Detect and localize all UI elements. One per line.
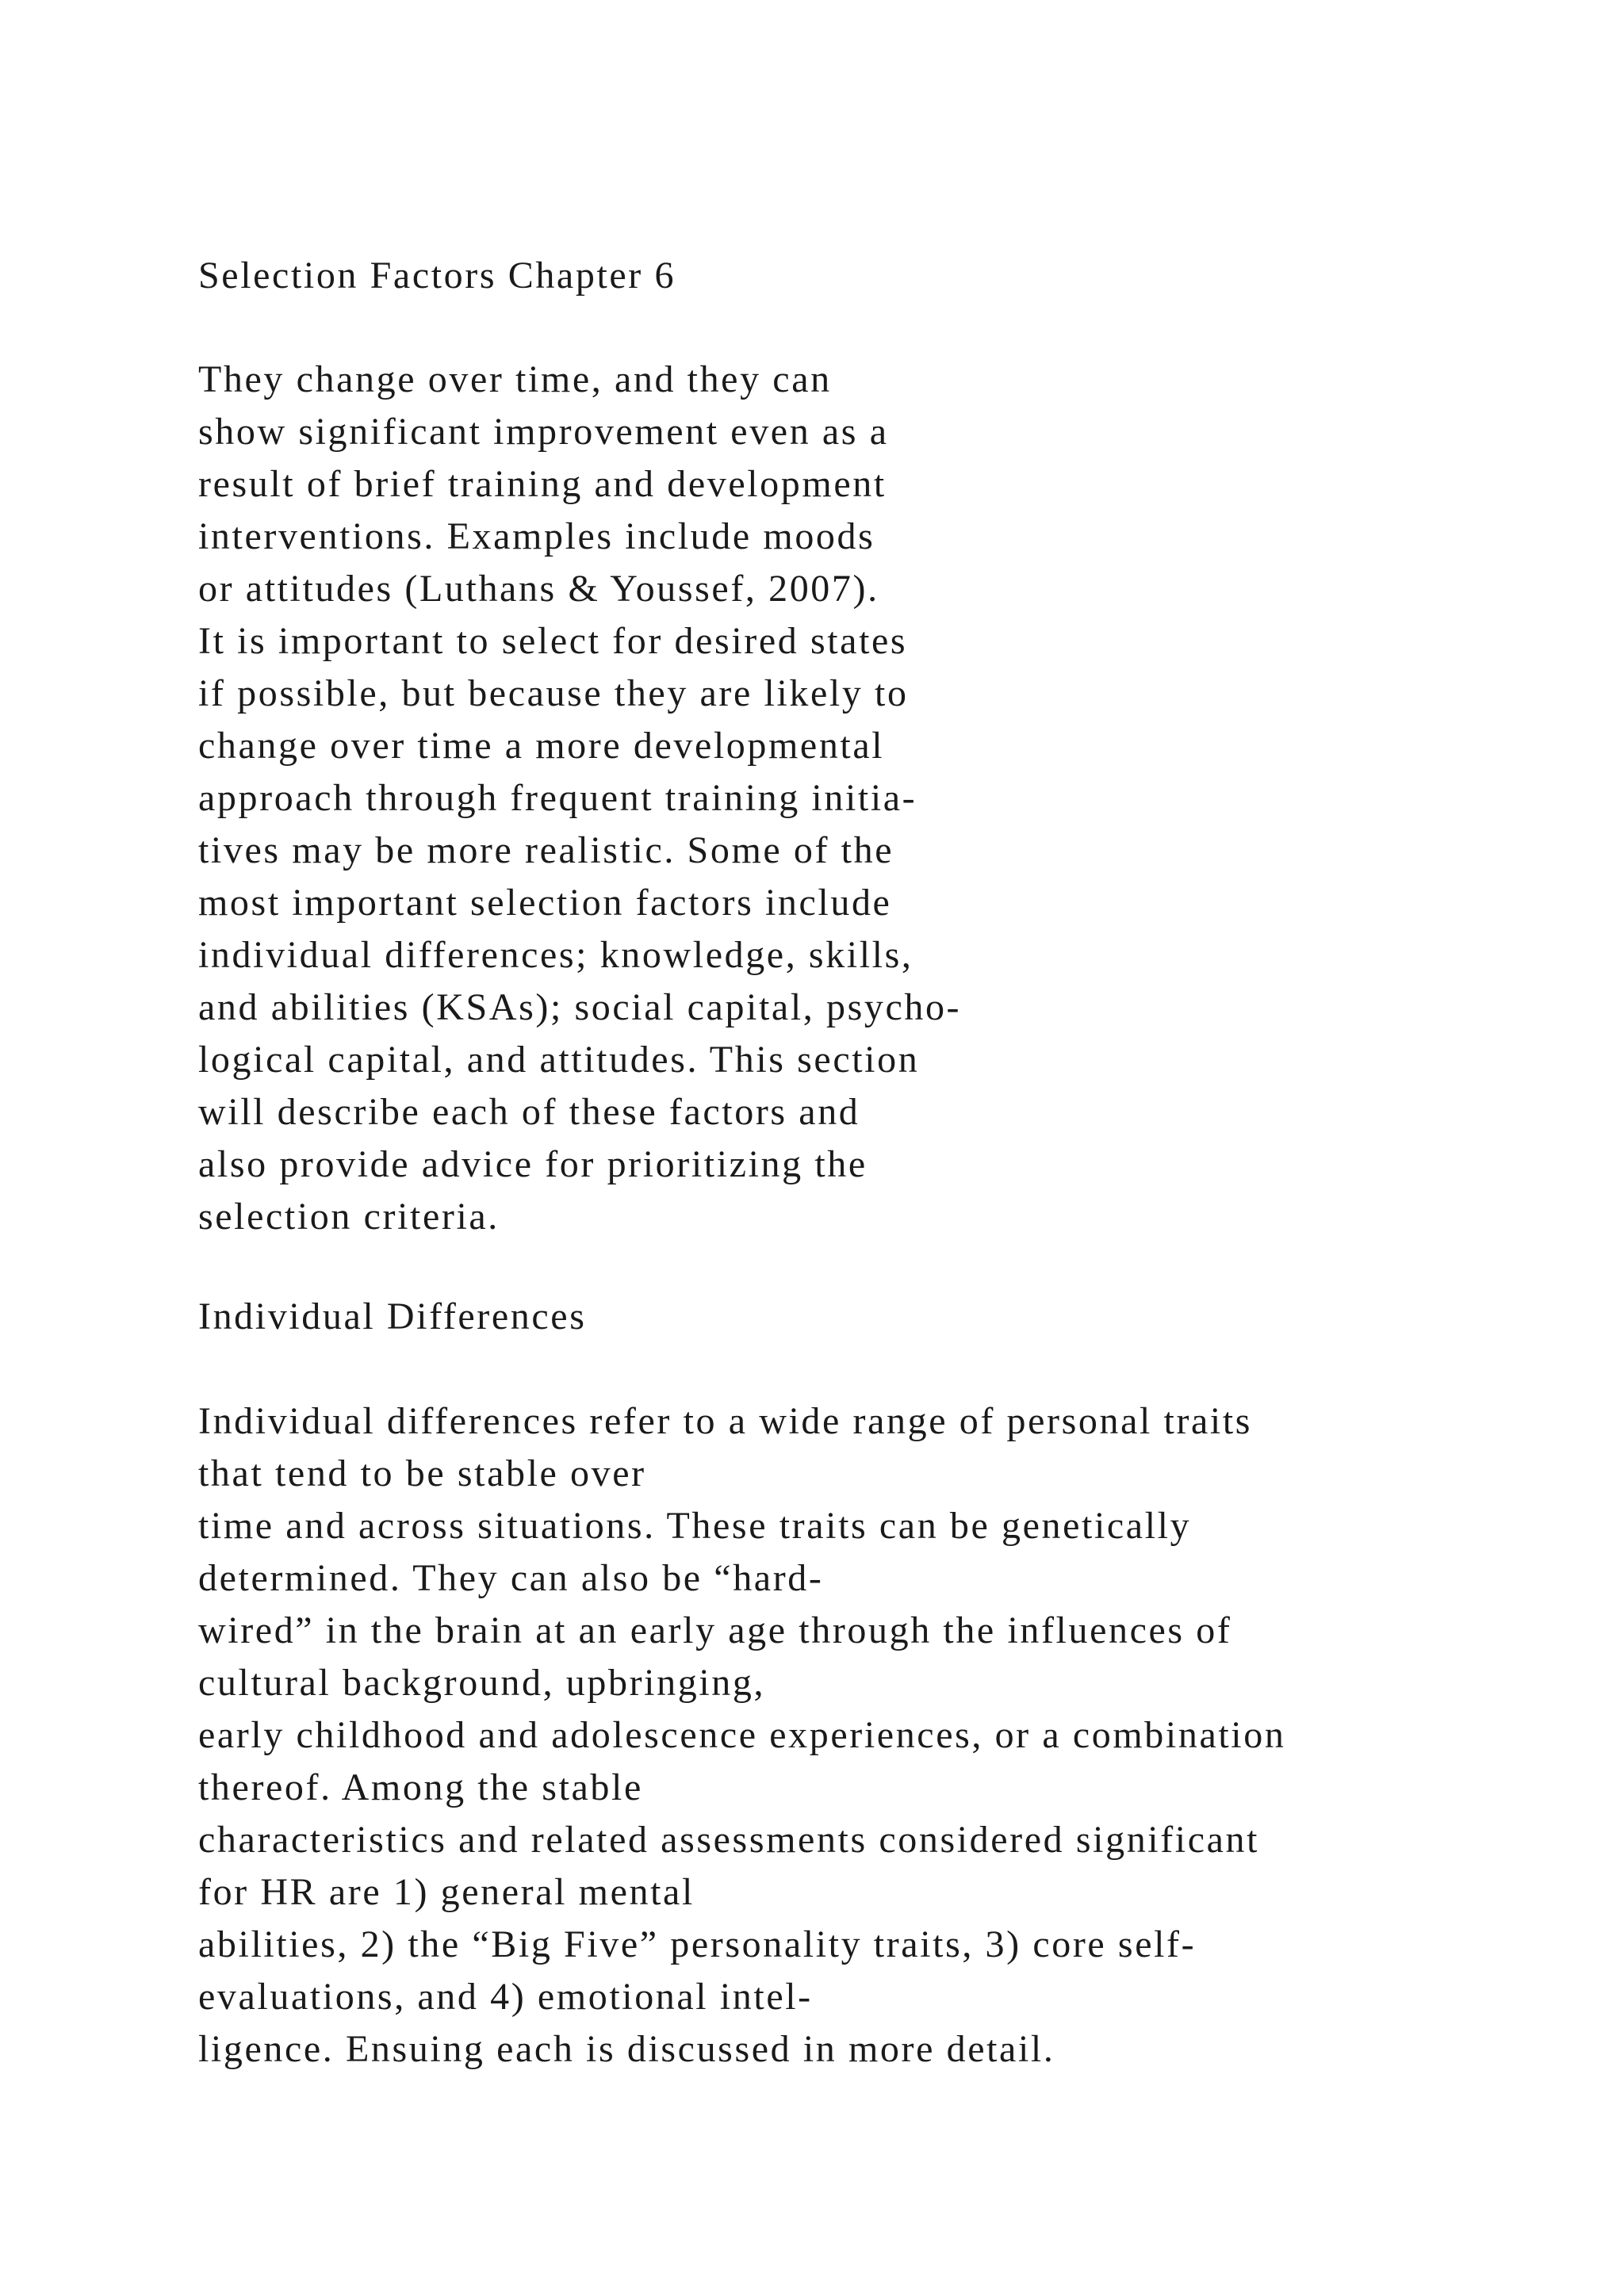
paragraph-line: It is important to select for desired states: [198, 620, 908, 662]
paragraph-line: for HR are 1) general mental: [198, 1871, 695, 1913]
paragraph-line: approach through frequent training initia-: [198, 777, 917, 819]
paragraph-line: and abilities (KSAs); social capital, psycho-: [198, 986, 962, 1028]
section-heading-block: [198, 1291, 1465, 1343]
paragraph-line: abilities, 2) the “Big Five” personality traits, 3) core self-: [198, 1923, 1197, 1965]
section-heading: Individual Differences: [198, 1295, 587, 1337]
paragraph-line: if possible, but because they are likely to: [198, 672, 909, 714]
paragraph-line: thereof. Among the stable: [198, 1766, 643, 1808]
paragraph-line: change over time a more developmental: [198, 725, 885, 767]
paragraph-line: or attitudes (Luthans & Youssef, 2007).: [198, 568, 879, 610]
paragraph-line: cultural background, upbringing,: [198, 1662, 766, 1704]
paragraph-line: will describe each of these factors and: [198, 1091, 860, 1133]
paragraph-line: determined. They can also be “hard-: [198, 1557, 824, 1599]
paragraph-line: They change over time, and they can: [198, 358, 832, 400]
paragraph-line: show significant improvement even as a: [198, 411, 889, 453]
document-title-block: [198, 250, 1465, 302]
paragraph-line: Individual differences refer to a wide range of personal traits: [198, 1400, 1253, 1442]
paragraph-line: that tend to be stable over: [198, 1452, 646, 1494]
paragraph-line: ligence. Ensuing each is discussed in more detail.: [198, 2028, 1055, 2070]
individual-differences-paragraph: [198, 1395, 1465, 2076]
paragraph-line: interventions. Examples include moods: [198, 515, 875, 557]
document-title: Selection Factors Chapter 6: [198, 254, 676, 297]
paragraph-line: characteristics and related assessments considered significant: [198, 1819, 1260, 1861]
paragraph-line: tives may be more realistic. Some of the: [198, 829, 894, 871]
paragraph-line: also provide advice for prioritizing the: [198, 1143, 868, 1185]
paragraph-line: evaluations, and 4) emotional intel-: [198, 1976, 813, 2018]
paragraph-line: most important selection factors include: [198, 882, 892, 924]
paragraph-line: time and across situations. These traits can be genetically: [198, 1505, 1192, 1547]
paragraph-line: individual differences; knowledge, skills,: [198, 934, 914, 976]
paragraph-line: wired” in the brain at an early age through the influences of: [198, 1609, 1232, 1651]
paragraph-line: selection criteria.: [198, 1196, 500, 1238]
paragraph-line: result of brief training and development: [198, 463, 887, 505]
paragraph-line: logical capital, and attitudes. This section: [198, 1039, 920, 1081]
intro-paragraph: [198, 354, 1465, 1243]
paragraph-line: early childhood and adolescence experiences, or a combination: [198, 1714, 1286, 1756]
